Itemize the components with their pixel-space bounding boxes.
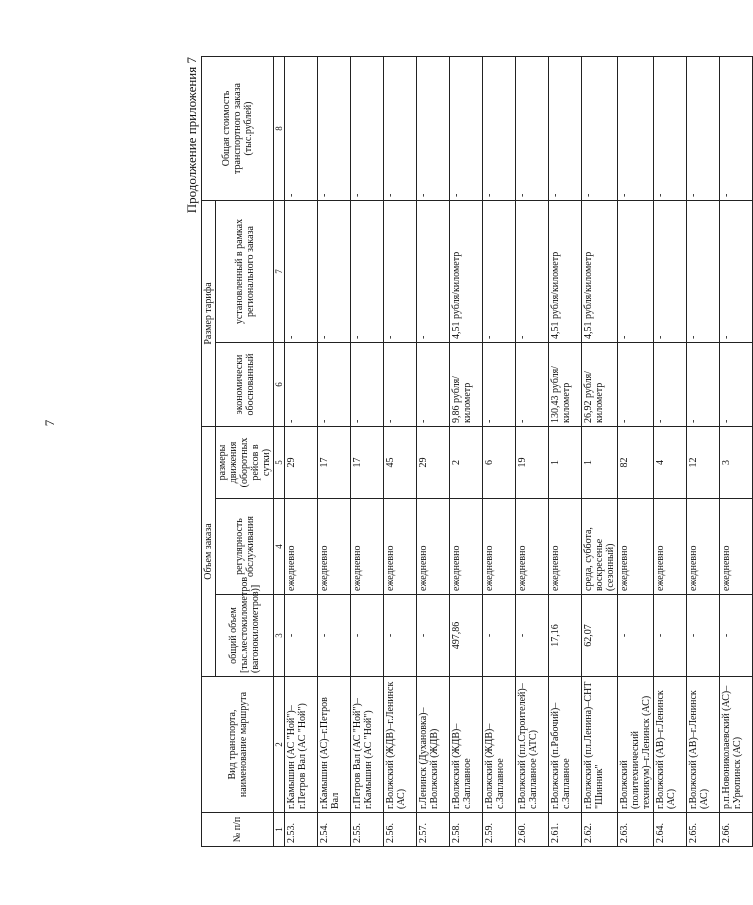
cell-regularity: ежедневно [516,499,549,595]
col-index-4: 4 [274,499,285,595]
cell-route: г.Камышин (АС)–г.Петров Вал [318,677,351,813]
routes-table [201,56,753,847]
cell-tariff-economic: - [384,343,417,427]
cell-regularity: среда, суббота, воскресенье (сезонный) [582,499,618,595]
header-order-volume: Объем заказа [202,427,216,677]
rotated-page-content [184,57,743,847]
cell-total-cost: - [654,57,687,201]
cell-tariff-regional: - [720,201,753,343]
page-number: 7 [42,419,57,427]
cell-total-volume: - [654,595,687,677]
cell-regularity: ежедневно [417,499,450,595]
table-body [285,57,753,847]
cell-total-cost: - [351,57,384,201]
cell-total-volume: - [318,595,351,677]
cell-number: 2.53. [285,813,318,847]
cell-total-volume: - [417,595,450,677]
cell-trips: 17 [351,427,384,499]
cell-regularity: ежедневно [549,499,582,595]
cell-route: г.Волжский (п.Рабочий)–с.Заплавное [549,677,582,813]
cell-tariff-regional: - [483,201,516,343]
cell-tariff-regional: 4,51 рубля/километр [450,201,483,343]
cell-trips: 4 [654,427,687,499]
cell-tariff-economic: - [483,343,516,427]
cell-tariff-economic: - [318,343,351,427]
cell-total-cost: - [417,57,450,201]
cell-number: 2.66. [720,813,753,847]
cell-number: 2.56. [384,813,417,847]
header-route: Вид транспорта, наименование маршрута [202,677,274,813]
cell-regularity: ежедневно [318,499,351,595]
cell-tariff-economic: - [618,343,654,427]
cell-total-volume: - [618,595,654,677]
cell-route: г.Волжский (АВ)–г.Ленинск (АС) [687,677,720,813]
cell-tariff-regional: - [318,201,351,343]
col-index-7: 7 [274,201,285,343]
header-total-volume: общий объем [тыс.местокилометров (вагонокилометров)] [216,595,274,677]
header-tariff-economic: экономически обоснованный [216,343,274,427]
cell-tariff-economic: 9,86 рубля/километр [450,343,483,427]
cell-tariff-regional: - [384,201,417,343]
cell-route: г.Волжский (АВ)–г.Ленинск (АС) [654,677,687,813]
table-row [384,57,417,847]
cell-total-volume: 17,16 [549,595,582,677]
table-row [318,57,351,847]
header-index-row [274,57,285,847]
cell-regularity: ежедневно [384,499,417,595]
header-num: № п/п [202,813,274,847]
cell-tariff-economic: 130,43 рубля/километр [549,343,582,427]
cell-trips: 29 [285,427,318,499]
cell-tariff-regional: - [516,201,549,343]
cell-total-cost: - [384,57,417,201]
cell-total-cost: - [549,57,582,201]
cell-total-cost: - [483,57,516,201]
cell-regularity: ежедневно [285,499,318,595]
cell-number: 2.60. [516,813,549,847]
cell-tariff-regional: - [417,201,450,343]
cell-number: 2.65. [687,813,720,847]
cell-regularity: ежедневно [450,499,483,595]
table-row [285,57,318,847]
header-row-1 [202,57,216,847]
col-index-8: 8 [274,57,285,201]
cell-trips: 82 [618,427,654,499]
header-tariff: Размер тарифа [202,201,216,427]
cell-route: г.Волжский (пл.Ленина)–СНТ "Шинник" [582,677,618,813]
cell-route: г.Волжский (ЖДВ)–с.Заплавное [483,677,516,813]
cell-tariff-regional: 4,51 рубля/километр [582,201,618,343]
cell-number: 2.63. [618,813,654,847]
cell-number: 2.57. [417,813,450,847]
cell-trips: 19 [516,427,549,499]
cell-total-volume: - [384,595,417,677]
cell-tariff-regional: - [351,201,384,343]
cell-total-volume: - [516,595,549,677]
cell-route: р.п.Новониколаевский (АС)–г.Урюпинск (АС) [720,677,753,813]
cell-tariff-economic: - [720,343,753,427]
cell-route: г.Петров Вал (АС "Ной")–г.Камышин (АС "Ной") [351,677,384,813]
table-row [483,57,516,847]
cell-number: 2.62. [582,813,618,847]
cell-route: г.Волжский (ЖДВ)–г.Ленинск (АС) [384,677,417,813]
col-index-3: 3 [274,595,285,677]
cell-route: г.Волжский (ЖДВ)–с.Заплавное [450,677,483,813]
table-row [654,57,687,847]
cell-total-volume: - [687,595,720,677]
cell-total-cost: - [516,57,549,201]
cell-number: 2.55. [351,813,384,847]
cell-total-volume: 497,86 [450,595,483,677]
cell-trips: 1 [549,427,582,499]
cell-trips: 17 [318,427,351,499]
cell-trips: 45 [384,427,417,499]
cell-total-volume: - [285,595,318,677]
cell-trips: 29 [417,427,450,499]
cell-regularity: ежедневно [654,499,687,595]
continuation-title: Продолжение приложения 7 [184,57,199,214]
col-index-6: 6 [274,343,285,427]
cell-total-volume: - [720,595,753,677]
cell-regularity: ежедневно [351,499,384,595]
cell-total-volume: - [483,595,516,677]
header-total-cost: Общая стоимость транспортного заказа (тыс.рублей) [202,57,274,201]
cell-tariff-economic: - [687,343,720,427]
table-row [687,57,720,847]
cell-trips: 12 [687,427,720,499]
cell-number: 2.61. [549,813,582,847]
cell-tariff-regional: - [687,201,720,343]
cell-number: 2.54. [318,813,351,847]
header-tariff-regional: установленный в рамках регионального заказа [216,201,274,343]
table-row [351,57,384,847]
cell-tariff-regional: 4,51 рубля/километр [549,201,582,343]
cell-total-volume: - [351,595,384,677]
cell-route: г.Волжский (пл.Строителей)–с.Заплавное (АТС) [516,677,549,813]
cell-total-cost: - [618,57,654,201]
cell-regularity: ежедневно [618,499,654,595]
cell-total-cost: - [582,57,618,201]
table-row [582,57,618,847]
cell-total-cost: - [450,57,483,201]
header-traffic-size: размеры движения (оборотных рейсов в сутки) [216,427,274,499]
cell-tariff-economic: - [417,343,450,427]
cell-trips: 6 [483,427,516,499]
cell-trips: 3 [720,427,753,499]
cell-regularity: ежедневно [720,499,753,595]
cell-total-volume: 62,07 [582,595,618,677]
cell-regularity: ежедневно [483,499,516,595]
cell-tariff-economic: - [285,343,318,427]
cell-tariff-economic: - [351,343,384,427]
cell-tariff-economic: 26,92 рубля/километр [582,343,618,427]
cell-tariff-regional: - [285,201,318,343]
cell-number: 2.58. [450,813,483,847]
cell-total-cost: - [285,57,318,201]
cell-number: 2.64. [654,813,687,847]
table-row [516,57,549,847]
cell-route: г.Ленинск (Духановка)–г.Волжский (ЖДВ) [417,677,450,813]
cell-number: 2.59. [483,813,516,847]
cell-route: г.Волжский (политехнический техникум)–г.Ленинск (АС) [618,677,654,813]
table-row [450,57,483,847]
table-row [549,57,582,847]
col-index-1: 1 [274,813,285,847]
cell-total-cost: - [687,57,720,201]
header-regularity: регулярность обслуживания [216,499,274,595]
col-index-5: 5 [274,427,285,499]
cell-tariff-economic: - [654,343,687,427]
cell-tariff-regional: - [618,201,654,343]
table-row [417,57,450,847]
table-row [618,57,654,847]
cell-trips: 1 [582,427,618,499]
cell-regularity: ежедневно [687,499,720,595]
cell-total-cost: - [720,57,753,201]
cell-tariff-regional: - [654,201,687,343]
cell-total-cost: - [318,57,351,201]
table-row [720,57,753,847]
cell-route: г.Камышин (АС "Ной")–г.Петров Вал (АС "Ной") [285,677,318,813]
cell-tariff-economic: - [516,343,549,427]
col-index-2: 2 [274,677,285,813]
cell-trips: 2 [450,427,483,499]
